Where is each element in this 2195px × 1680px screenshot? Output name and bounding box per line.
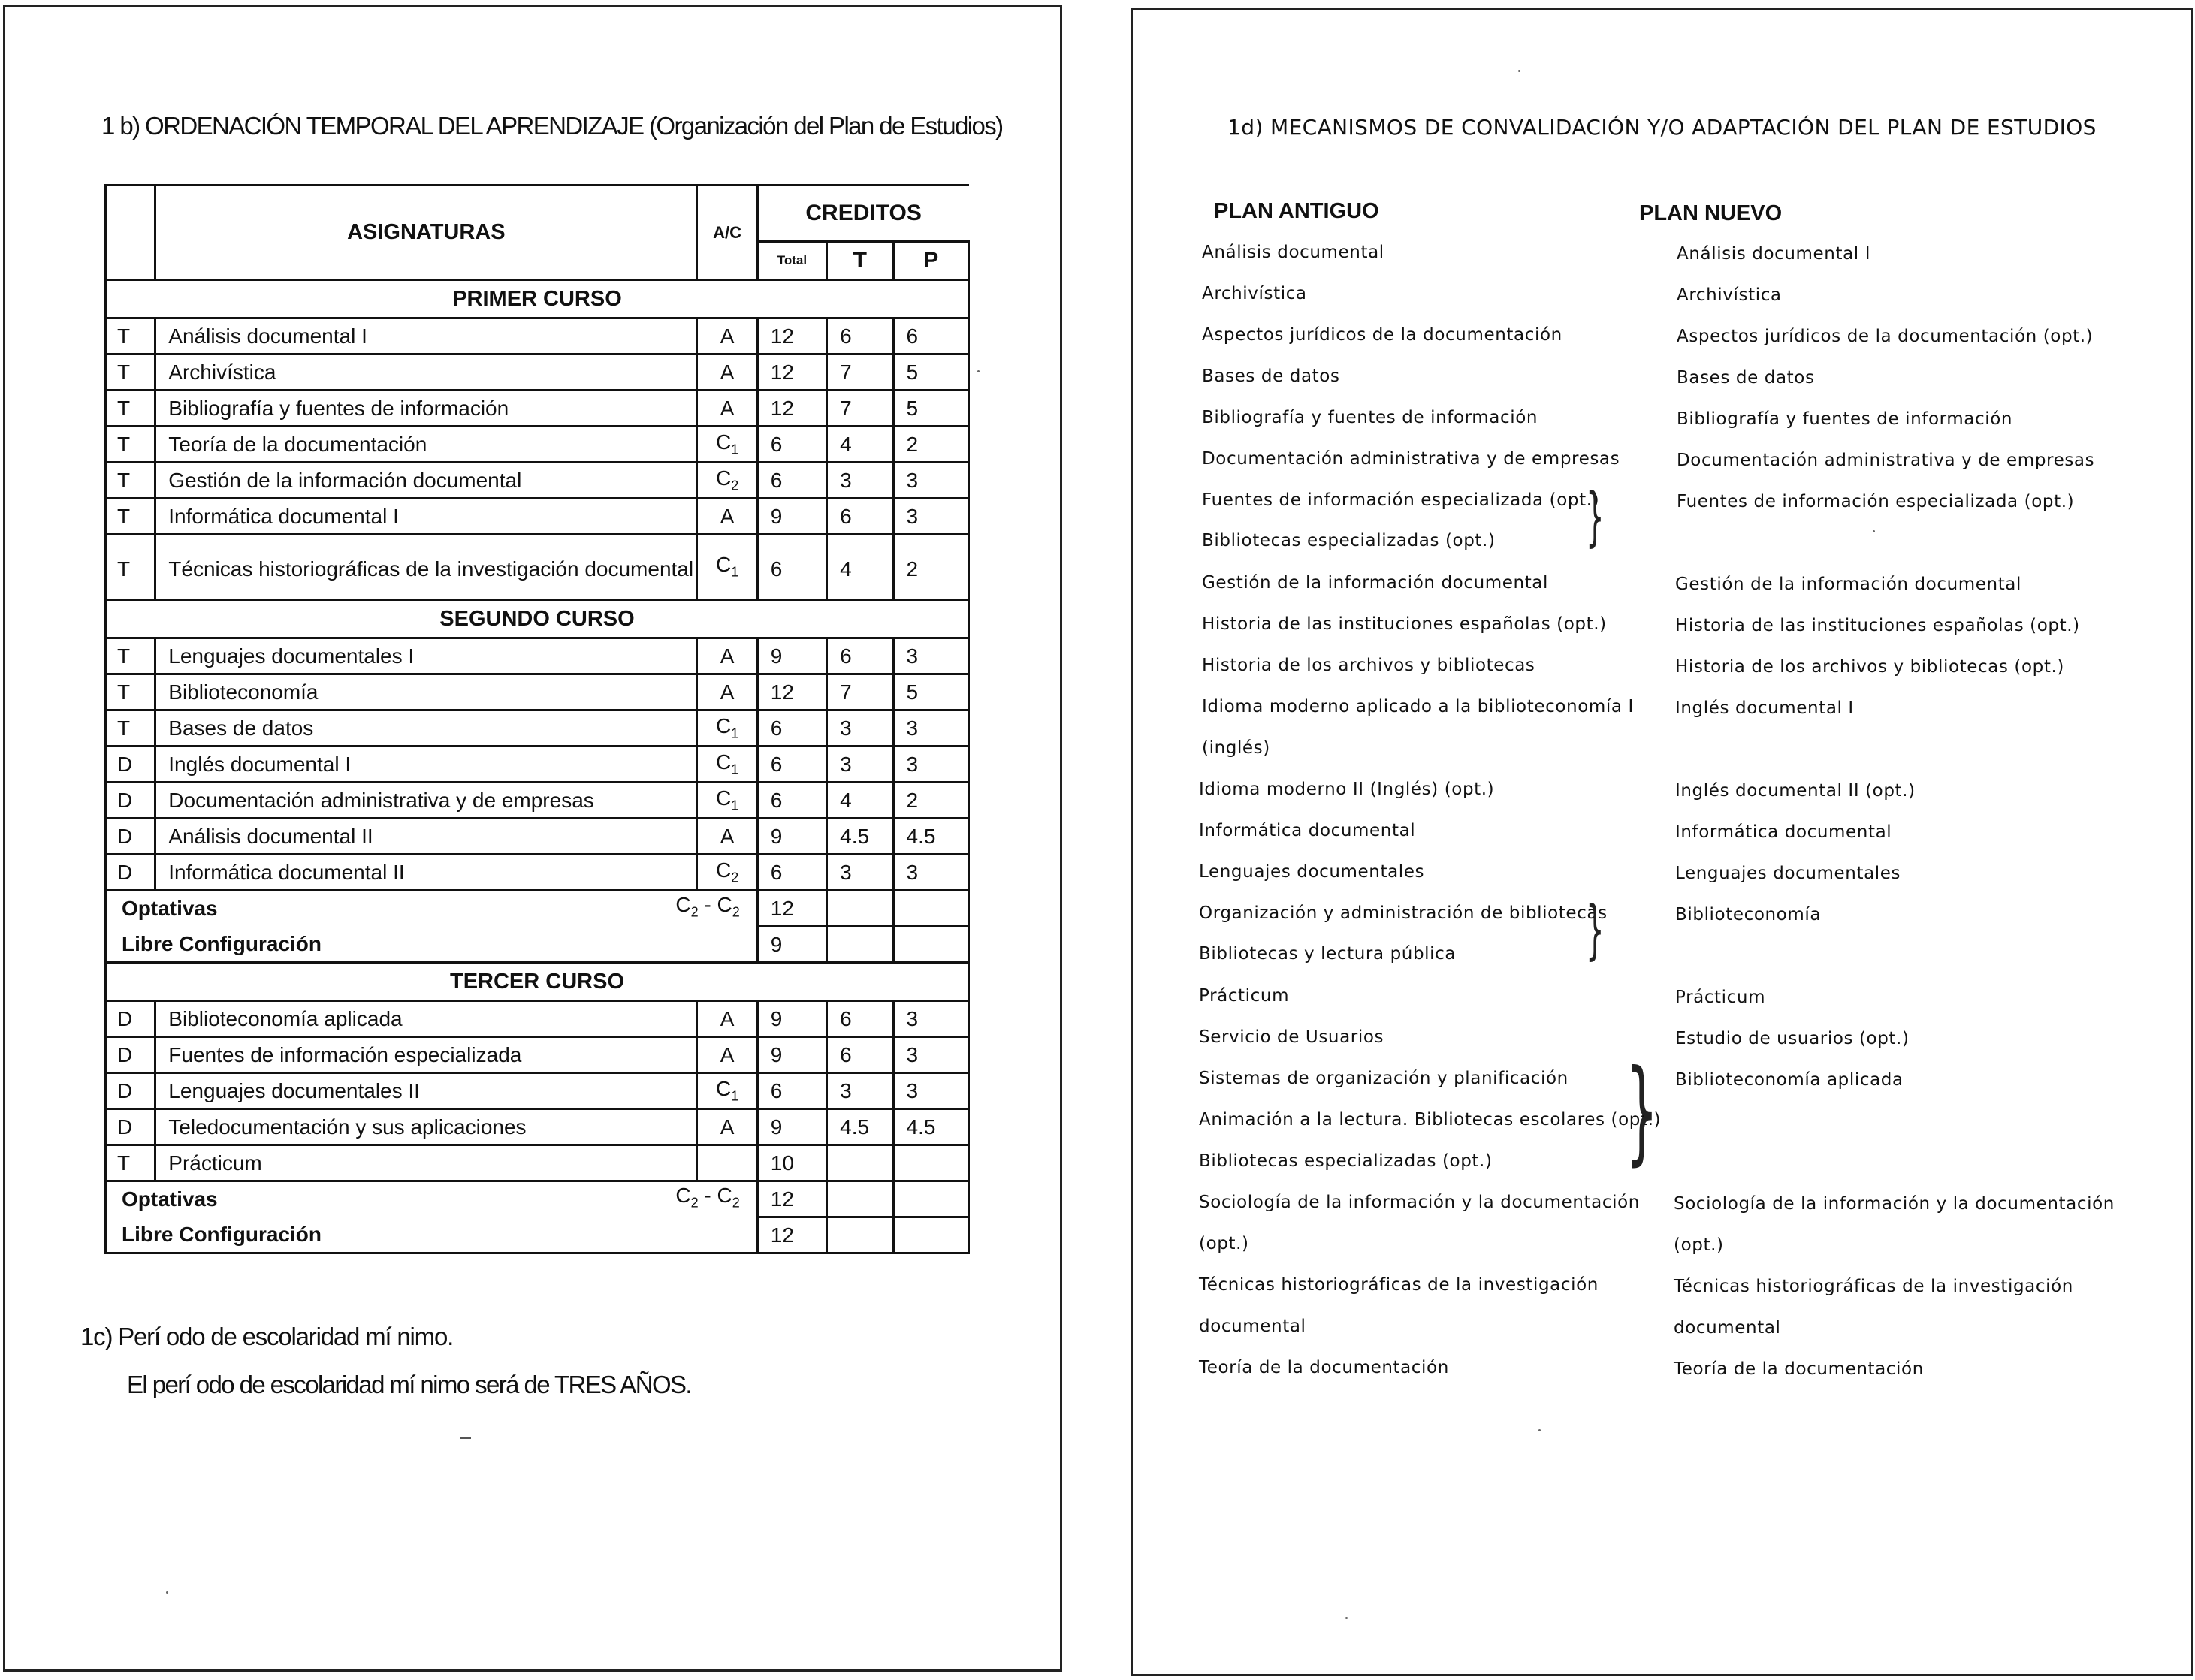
course-label: SEGUNDO CURSO bbox=[106, 600, 969, 638]
credits-theory: 4.5 bbox=[827, 1109, 893, 1145]
subject-ac bbox=[697, 354, 757, 391]
subject-name: Teledocumentación y sus aplicaciones bbox=[155, 1109, 697, 1145]
subject-name: Archivística bbox=[155, 354, 697, 391]
credits-theory: 6 bbox=[827, 318, 893, 354]
minimum-period-text: El perí odo de escolaridad mí nimo será de TRES AÑOS. bbox=[127, 1371, 691, 1398]
optativas-row bbox=[106, 1181, 969, 1217]
credits-practice: 6 bbox=[893, 318, 968, 354]
subject-name: Lenguajes documentales I bbox=[155, 638, 697, 674]
old-plan-heading: PLAN ANTIGUO bbox=[1214, 199, 1379, 223]
credits-practice: 2 bbox=[893, 535, 968, 600]
subject-ac bbox=[697, 318, 757, 354]
optativas-text: Optativas bbox=[122, 1187, 218, 1211]
libre-total: 9 bbox=[757, 927, 826, 963]
subject-type: D bbox=[106, 746, 155, 783]
old-plan-item: Bibliografía y fuentes de información bbox=[1202, 408, 1538, 427]
new-plan-item: Análisis documental I bbox=[1677, 244, 1871, 264]
libre-row bbox=[106, 1217, 969, 1253]
subject-type: T bbox=[106, 463, 155, 499]
brace-mark: } bbox=[1586, 892, 1605, 967]
new-plan-item: Fuentes de información especializada (opt.) bbox=[1677, 492, 2075, 511]
credits-practice: 5 bbox=[893, 354, 968, 391]
table-row bbox=[106, 427, 969, 463]
subject-ac bbox=[697, 674, 757, 710]
new-plan-item: Historia de las instituciones españolas (opt.) bbox=[1675, 616, 2080, 635]
range-a: C bbox=[675, 1184, 691, 1207]
table-row bbox=[106, 463, 969, 499]
ac-value: A bbox=[720, 1114, 735, 1139]
credits-theory: 7 bbox=[827, 391, 893, 427]
old-plan-item: Lenguajes documentales bbox=[1199, 862, 1425, 882]
old-plan-item: Historia de los archivos y bibliotecas bbox=[1202, 656, 1535, 675]
ac-subscript: 1 bbox=[731, 442, 739, 457]
range-a-sub: 2 bbox=[690, 904, 699, 920]
credits-total: 9 bbox=[757, 1109, 826, 1145]
old-plan-item: Prácticum bbox=[1199, 986, 1290, 1006]
scan-speck bbox=[977, 370, 980, 372]
credits-theory: 3 bbox=[827, 746, 893, 783]
ac-subscript: 2 bbox=[731, 478, 739, 493]
credits-total: 9 bbox=[757, 1001, 826, 1037]
credits-practice: 3 bbox=[893, 463, 968, 499]
libre-row bbox=[106, 927, 969, 963]
total-header: Total bbox=[757, 242, 826, 280]
ac-value: A bbox=[720, 1042, 735, 1066]
subject-ac bbox=[697, 783, 757, 819]
credits-total: 6 bbox=[757, 463, 826, 499]
credits-theory: 7 bbox=[827, 674, 893, 710]
subject-ac bbox=[697, 535, 757, 600]
new-plan-item: documental bbox=[1674, 1318, 1781, 1338]
credits-total: 9 bbox=[757, 638, 826, 674]
old-plan-item: Informática documental bbox=[1199, 821, 1416, 840]
new-plan-item: Técnicas historiográficas de la investigación bbox=[1674, 1277, 2073, 1296]
new-plan-item: Inglés documental I bbox=[1675, 698, 1854, 718]
course-row bbox=[106, 280, 969, 318]
credits-practice: 2 bbox=[893, 427, 968, 463]
optativas-row bbox=[106, 891, 969, 927]
credits-total: 6 bbox=[757, 427, 826, 463]
range-b: C bbox=[717, 893, 732, 916]
ac-value: A bbox=[720, 504, 735, 528]
old-plan-item: Animación a la lectura. Bibliotecas escolares (opt.) bbox=[1199, 1110, 1662, 1130]
ac-value: C bbox=[715, 786, 732, 810]
old-plan-item: Idioma moderno II (Inglés) (opt.) bbox=[1199, 780, 1495, 799]
credits-total: 12 bbox=[757, 391, 826, 427]
credits-theory: 6 bbox=[827, 1037, 893, 1073]
new-plan-item: Sociología de la información y la documentación bbox=[1674, 1194, 2115, 1214]
table-row bbox=[106, 354, 969, 391]
subject-ac bbox=[697, 1001, 757, 1037]
new-plan-item: (opt.) bbox=[1674, 1235, 1724, 1255]
ac-value: A bbox=[720, 324, 735, 348]
table-row bbox=[106, 1037, 969, 1073]
section-title-1c: 1c) Perí odo de escolaridad mí nimo. bbox=[80, 1323, 454, 1350]
subject-type: T bbox=[106, 391, 155, 427]
subject-type: D bbox=[106, 1037, 155, 1073]
range-a-sub: 2 bbox=[690, 1195, 699, 1211]
subject-type: T bbox=[106, 674, 155, 710]
subject-ac bbox=[697, 819, 757, 855]
table-row bbox=[106, 1073, 969, 1109]
ac-value: C bbox=[715, 430, 732, 454]
subject-type: T bbox=[106, 427, 155, 463]
subject-name: Gestión de la información documental bbox=[155, 463, 697, 499]
subject-name: Análisis documental I bbox=[155, 318, 697, 354]
credits-practice: 3 bbox=[893, 855, 968, 891]
credits-theory: 4 bbox=[827, 535, 893, 600]
subject-name: Informática documental II bbox=[155, 855, 697, 891]
subject-name: Biblioteconomía bbox=[155, 674, 697, 710]
subject-ac bbox=[697, 1145, 757, 1181]
libre-total: 12 bbox=[757, 1217, 826, 1253]
range-sep: - bbox=[698, 893, 717, 916]
old-plan-item: Fuentes de información especializada (opt.) bbox=[1202, 490, 1600, 510]
credits-total: 9 bbox=[757, 819, 826, 855]
course-row bbox=[106, 963, 969, 1001]
credits-theory: 3 bbox=[827, 463, 893, 499]
course-label: TERCER CURSO bbox=[106, 963, 969, 1001]
credits-theory: 4.5 bbox=[827, 819, 893, 855]
ac-subscript: 1 bbox=[731, 762, 739, 777]
ac-value: C bbox=[715, 553, 732, 577]
new-plan-item: Prácticum bbox=[1675, 988, 1766, 1007]
credits-practice: 3 bbox=[893, 710, 968, 746]
new-plan-item: Estudio de usuarios (opt.) bbox=[1675, 1029, 1910, 1048]
subject-name: Informática documental I bbox=[155, 499, 697, 535]
subject-type: T bbox=[106, 318, 155, 354]
credits-practice: 4.5 bbox=[893, 819, 968, 855]
credits-theory: 4 bbox=[827, 427, 893, 463]
range-b-sub: 2 bbox=[732, 904, 740, 920]
practice-header: P bbox=[893, 242, 968, 280]
credits-total: 9 bbox=[757, 1037, 826, 1073]
credits-total: 6 bbox=[757, 746, 826, 783]
libre-label: Libre Configuración bbox=[106, 927, 758, 963]
credits-practice: 3 bbox=[893, 746, 968, 783]
subject-ac bbox=[697, 1109, 757, 1145]
optativas-text: Optativas bbox=[122, 897, 218, 921]
old-plan-item: (opt.) bbox=[1199, 1234, 1249, 1253]
ac-value: C bbox=[715, 858, 732, 882]
credits-theory: 6 bbox=[827, 1001, 893, 1037]
credits-practice bbox=[893, 1145, 968, 1181]
old-plan-item: Sistemas de organización y planificación bbox=[1199, 1069, 1569, 1088]
subject-type: T bbox=[106, 354, 155, 391]
ac-subscript: 1 bbox=[731, 798, 739, 813]
old-plan-item: Historia de las instituciones españolas (opt.) bbox=[1202, 614, 1607, 634]
subject-name: Bases de datos bbox=[155, 710, 697, 746]
new-plan-item: Informática documental bbox=[1675, 822, 1892, 842]
new-plan-item: Lenguajes documentales bbox=[1675, 864, 1901, 883]
course-row bbox=[106, 600, 969, 638]
subject-name: Teoría de la documentación bbox=[155, 427, 697, 463]
ac-subscript: 1 bbox=[731, 564, 739, 580]
credits-practice: 2 bbox=[893, 783, 968, 819]
optativas-label bbox=[106, 1181, 758, 1217]
old-plan-item: Bases de datos bbox=[1202, 366, 1340, 386]
credits-theory: 7 bbox=[827, 354, 893, 391]
old-plan-item: Bibliotecas y lectura pública bbox=[1199, 944, 1457, 964]
credits-total: 12 bbox=[757, 674, 826, 710]
credits-theory bbox=[827, 1145, 893, 1181]
subject-type: D bbox=[106, 1001, 155, 1037]
optativas-total: 12 bbox=[757, 891, 826, 927]
credits-theory: 4 bbox=[827, 783, 893, 819]
subject-name: Lenguajes documentales II bbox=[155, 1073, 697, 1109]
table-row bbox=[106, 674, 969, 710]
range-b: C bbox=[717, 1184, 732, 1207]
credits-practice: 3 bbox=[893, 499, 968, 535]
old-plan-item: Bibliotecas especializadas (opt.) bbox=[1199, 1151, 1493, 1171]
subject-ac bbox=[697, 710, 757, 746]
ac-subscript: 1 bbox=[731, 1088, 739, 1104]
ac-value: A bbox=[720, 824, 735, 848]
subject-type: D bbox=[106, 1109, 155, 1145]
table-row bbox=[106, 535, 969, 600]
table-row bbox=[106, 499, 969, 535]
ac-value: A bbox=[720, 1006, 735, 1030]
study-plan-body bbox=[106, 280, 969, 1253]
subject-name: Biblioteconomía aplicada bbox=[155, 1001, 697, 1037]
scan-speck bbox=[166, 1591, 168, 1594]
credits-total: 10 bbox=[757, 1145, 826, 1181]
old-plan-item: Análisis documental bbox=[1202, 243, 1384, 262]
ac-value: A bbox=[720, 680, 735, 704]
old-plan-item: Aspectos jurídicos de la documentación bbox=[1202, 325, 1562, 345]
subject-name: Análisis documental II bbox=[155, 819, 697, 855]
ac-value: C bbox=[715, 714, 732, 738]
left-page bbox=[3, 5, 1062, 1672]
table-row bbox=[106, 710, 969, 746]
table-row bbox=[106, 1145, 969, 1181]
credits-theory: 3 bbox=[827, 710, 893, 746]
scan-speck bbox=[1538, 1429, 1541, 1431]
credits-theory bbox=[827, 927, 893, 963]
ac-subscript: 2 bbox=[731, 870, 739, 885]
optativas-label bbox=[106, 891, 758, 927]
credits-practice: 3 bbox=[893, 1073, 968, 1109]
old-plan-item: documental bbox=[1199, 1317, 1306, 1336]
subject-type: D bbox=[106, 783, 155, 819]
subject-name: Prácticum bbox=[155, 1145, 697, 1181]
credits-total: 9 bbox=[757, 499, 826, 535]
credits-practice: 3 bbox=[893, 1037, 968, 1073]
course-label: PRIMER CURSO bbox=[106, 280, 969, 318]
optativas-total: 12 bbox=[757, 1181, 826, 1217]
credits-total: 12 bbox=[757, 318, 826, 354]
new-plan-item: Archivística bbox=[1677, 285, 1782, 305]
credits-total: 6 bbox=[757, 710, 826, 746]
subject-type: T bbox=[106, 499, 155, 535]
brace-mark: } bbox=[1626, 1046, 1659, 1177]
credits-practice bbox=[893, 891, 968, 927]
credits-practice bbox=[893, 1217, 968, 1253]
scan-speck bbox=[1518, 70, 1520, 72]
old-plan-item: Sociología de la información y la documentación bbox=[1199, 1193, 1640, 1212]
old-plan-item: Archivística bbox=[1202, 284, 1307, 303]
right-page bbox=[1131, 8, 2193, 1676]
new-plan-item: Biblioteconomía aplicada bbox=[1675, 1070, 1904, 1090]
table-row bbox=[106, 855, 969, 891]
credits-theory: 3 bbox=[827, 1073, 893, 1109]
subject-ac bbox=[697, 855, 757, 891]
new-plan-item: Bases de datos bbox=[1677, 368, 1815, 388]
credits-theory bbox=[827, 1217, 893, 1253]
credits-practice: 5 bbox=[893, 391, 968, 427]
subject-ac bbox=[697, 391, 757, 427]
subject-name: Inglés documental I bbox=[155, 746, 697, 783]
credits-practice bbox=[893, 927, 968, 963]
credits-theory bbox=[827, 891, 893, 927]
old-plan-item: Idioma moderno aplicado a la biblioteconomía I bbox=[1202, 697, 1634, 716]
new-plan-item: Bibliografía y fuentes de información bbox=[1677, 409, 2013, 429]
subjects-header: ASIGNATURAS bbox=[155, 185, 697, 280]
table-row bbox=[106, 1109, 969, 1145]
subject-name: Bibliografía y fuentes de información bbox=[155, 391, 697, 427]
range-a: C bbox=[675, 893, 691, 916]
subject-type: D bbox=[106, 819, 155, 855]
credits-total: 6 bbox=[757, 783, 826, 819]
credits-theory: 6 bbox=[827, 499, 893, 535]
old-plan-item: Servicio de Usuarios bbox=[1199, 1027, 1384, 1047]
subject-ac bbox=[697, 427, 757, 463]
table-row bbox=[106, 746, 969, 783]
credits-practice bbox=[893, 1181, 968, 1217]
old-plan-item: Bibliotecas especializadas (opt.) bbox=[1202, 531, 1496, 550]
new-plan-item: Biblioteconomía bbox=[1675, 905, 1822, 924]
scan-speck bbox=[1345, 1617, 1348, 1619]
ac-value: C bbox=[715, 750, 732, 774]
table-row bbox=[106, 783, 969, 819]
table-row bbox=[106, 391, 969, 427]
subject-ac bbox=[697, 1073, 757, 1109]
study-plan-table bbox=[104, 184, 970, 1254]
ac-value: C bbox=[715, 466, 732, 490]
old-plan-item: Técnicas historiográficas de la investigación bbox=[1199, 1275, 1599, 1295]
new-plan-item: Inglés documental II (opt.) bbox=[1675, 781, 1916, 801]
page-mark bbox=[460, 1437, 471, 1439]
new-plan-item: Historia de los archivos y bibliotecas (opt.) bbox=[1675, 657, 2064, 677]
credits-practice: 3 bbox=[893, 638, 968, 674]
credits-theory bbox=[827, 1181, 893, 1217]
table-row bbox=[106, 819, 969, 855]
subject-type: T bbox=[106, 1145, 155, 1181]
old-plan-item: Documentación administrativa y de empresas bbox=[1202, 449, 1620, 469]
theory-header: T bbox=[827, 242, 893, 280]
range-sep: - bbox=[698, 1184, 717, 1207]
table-row bbox=[106, 318, 969, 354]
old-plan-item: (inglés) bbox=[1202, 738, 1270, 758]
subject-ac bbox=[697, 1037, 757, 1073]
credits-practice: 4.5 bbox=[893, 1109, 968, 1145]
subject-ac bbox=[697, 638, 757, 674]
section-title-1d: 1d) MECANISMOS DE CONVALIDACIÓN Y/O ADAPTACIÓN DEL PLAN DE ESTUDIOS bbox=[1227, 115, 2097, 140]
table-row bbox=[106, 638, 969, 674]
subject-name: Fuentes de información especializada bbox=[155, 1037, 697, 1073]
subject-name: Documentación administrativa y de empresas bbox=[155, 783, 697, 819]
ac-subscript: 1 bbox=[731, 725, 739, 741]
old-plan-item: Organización y administración de bibliotecas bbox=[1199, 903, 1608, 923]
libre-label: Libre Configuración bbox=[106, 1217, 758, 1253]
subject-type: D bbox=[106, 1073, 155, 1109]
subject-ac bbox=[697, 463, 757, 499]
credits-total: 12 bbox=[757, 354, 826, 391]
new-plan-item: Aspectos jurídicos de la documentación (opt.) bbox=[1677, 327, 2094, 346]
new-plan-item: Teoría de la documentación bbox=[1674, 1359, 1924, 1379]
credits-total: 6 bbox=[757, 855, 826, 891]
subject-ac bbox=[697, 746, 757, 783]
ac-value: C bbox=[715, 1077, 732, 1101]
scan-speck bbox=[1873, 530, 1875, 532]
new-plan-item: Documentación administrativa y de empresas bbox=[1677, 451, 2095, 470]
subject-type: T bbox=[106, 710, 155, 746]
subject-name: Técnicas historiográficas de la investigación documental bbox=[155, 535, 697, 600]
ac-value: A bbox=[720, 360, 735, 384]
type-header bbox=[106, 185, 155, 280]
ac-header: A/C bbox=[697, 185, 757, 280]
brace-mark: } bbox=[1586, 479, 1605, 554]
range-b-sub: 2 bbox=[732, 1195, 740, 1211]
credits-practice: 3 bbox=[893, 1001, 968, 1037]
subject-type: D bbox=[106, 855, 155, 891]
credits-practice: 5 bbox=[893, 674, 968, 710]
credits-theory: 6 bbox=[827, 638, 893, 674]
ac-value: A bbox=[720, 396, 735, 420]
credits-total: 6 bbox=[757, 535, 826, 600]
new-plan-heading: PLAN NUEVO bbox=[1639, 201, 1783, 225]
ac-value: A bbox=[720, 644, 735, 668]
new-plan-item: Gestión de la información documental bbox=[1675, 575, 2021, 594]
subject-ac bbox=[697, 499, 757, 535]
old-plan-item: Teoría de la documentación bbox=[1199, 1358, 1449, 1377]
credits-total: 6 bbox=[757, 1073, 826, 1109]
table-row bbox=[106, 1001, 969, 1037]
section-title-1b: 1 b) ORDENACIÓN TEMPORAL DEL APRENDIZAJE (Organización del Plan de Estudios) bbox=[101, 112, 1003, 140]
optativas-range bbox=[675, 893, 739, 921]
old-plan-item: Gestión de la información documental bbox=[1202, 573, 1548, 593]
subject-type: T bbox=[106, 535, 155, 600]
subject-type: T bbox=[106, 638, 155, 674]
optativas-range bbox=[675, 1184, 739, 1211]
credits-header: CREDITOS bbox=[757, 185, 968, 242]
credits-theory: 3 bbox=[827, 855, 893, 891]
